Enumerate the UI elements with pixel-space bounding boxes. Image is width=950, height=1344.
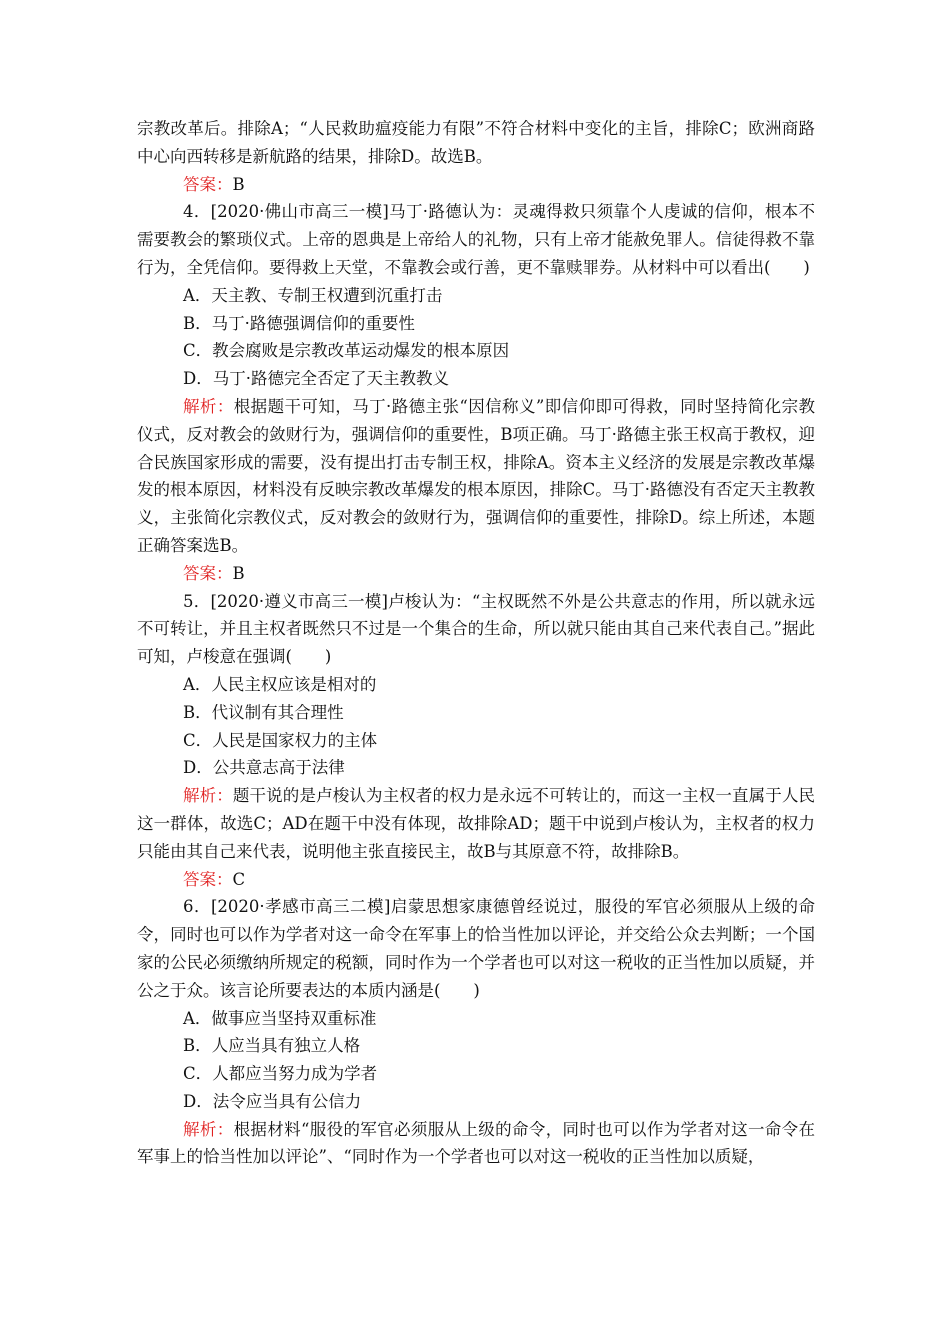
- analysis-label: 解析：: [183, 786, 233, 806]
- answer-label: 答案：: [183, 563, 233, 583]
- question-5-stem: 5．[2020·遵义市高三一模]卢梭认为：“主权既然不外是公共意志的作用，所以就永远不可转让，并且主权者既然只不过是一个集合的生命，所以就只能由其自己来代表自己。”据此可知，卢梭意在强调( ): [137, 591, 815, 667]
- document-content: [137, 115, 815, 1171]
- analysis-text: 题干说的是卢梭认为主权者的权力是永远不可转让的，而这一主权一直属于人民这一群体，故选C；AD在题干中没有体现，故排除AD；题干中说到卢梭认为，主权者的权力只能由其自己来代表，说明他主张直接民主，故B与其原意不符，故排除B。: [137, 786, 816, 861]
- question-5-option-d: D．公共意志高于法律: [183, 758, 345, 778]
- question-4-answer: [137, 560, 815, 588]
- analysis-label: 解析：: [183, 1119, 234, 1139]
- answer-label: 答案：: [183, 869, 233, 889]
- question-4-option-c: C．教会腐败是宗教改革运动爆发的根本原因: [183, 341, 510, 361]
- question-4-option-a: A．天主教、专制王权遭到沉重打击: [183, 285, 443, 305]
- question-6-option-c: C．人都应当努力成为学者: [183, 1064, 378, 1084]
- intro-paragraph: 宗教改革后。排除A；“人民救助瘟疫能力有限”不符合材料中变化的主旨，排除C；欧洲商路中心向西转移是新航路的结果，排除D。故选B。: [137, 119, 815, 166]
- question-6-option-b: B．人应当具有独立人格: [183, 1036, 361, 1056]
- answer-label: 答案：: [183, 174, 233, 194]
- question-4-option-b: B．马丁·路德强调信仰的重要性: [183, 313, 415, 333]
- answer-value: B: [232, 174, 245, 194]
- question-4-option-d: D．马丁·路德完全否定了天主教教义: [183, 369, 449, 389]
- analysis-text: 根据题干可知，马丁·路德主张“因信称义”即信仰即可得救，同时坚持简化宗教仪式，反对教会的敛财行为，强调信仰的重要性，B项正确。马丁·路德主张王权高于教权，迎合民族国家形成的需要，没有提出打击专制王权，排除A。资本主义经济的发展是宗教改革爆发的根本原因，材料没有反映宗教改革爆发的根本原因，排除C。马丁·路德没有否定天主教教义，主张简化宗教仪式，反对教会的敛财行为，强调信仰的重要性，排除D。综上所述，本题正确答案选B。: [137, 396, 816, 555]
- question-6-option-d: D．法令应当具有公信力: [183, 1091, 362, 1111]
- intro-answer: [137, 171, 815, 199]
- question-5-option-b: B．代议制有其合理性: [183, 702, 344, 722]
- question-6-stem: 6．[2020·孝感市高三二模]启蒙思想家康德曾经说过，服役的军官必须服从上级的命令，同时也可以作为学者对这一命令在军事上的恰当性加以评论，并交给公众去判断；一个国家的公民必须缴纳所规定的税额，同时作为一个学者也可以对这一税收的正当性加以质疑，并公之于众。该言论所要表达的本质内涵是( ): [137, 897, 815, 1000]
- question-4-analysis: [137, 393, 815, 560]
- answer-value: B: [232, 563, 245, 583]
- question-6-analysis: [137, 1116, 815, 1172]
- question-5-option-a: A．人民主权应该是相对的: [183, 674, 377, 694]
- question-6-option-a: A．做事应当坚持双重标准: [183, 1008, 377, 1028]
- question-5-analysis: [137, 782, 815, 865]
- question-5-answer: [137, 866, 815, 894]
- question-4-stem: 4．[2020·佛山市高三一模]马丁·路德认为：灵魂得救只须靠个人虔诚的信仰，根本不需要教会的繁琐仪式。上帝的恩典是上帝给人的礼物，只有上帝才能赦免罪人。信徒得救不靠行为，全凭信仰。要得救上天堂，不靠教会或行善，更不靠赎罪券。从材料中可以看出( ): [137, 202, 815, 277]
- analysis-label: 解析：: [183, 396, 234, 416]
- answer-value: C: [232, 869, 246, 889]
- analysis-text: 根据材料“服役的军官必须服从上级的命令，同时也可以作为学者对这一命令在军事上的恰当性加以评论”、“同时作为一个学者也可以对这一税收的正当性加以质疑，: [137, 1119, 816, 1167]
- question-5-option-c: C．人民是国家权力的主体: [183, 730, 378, 750]
